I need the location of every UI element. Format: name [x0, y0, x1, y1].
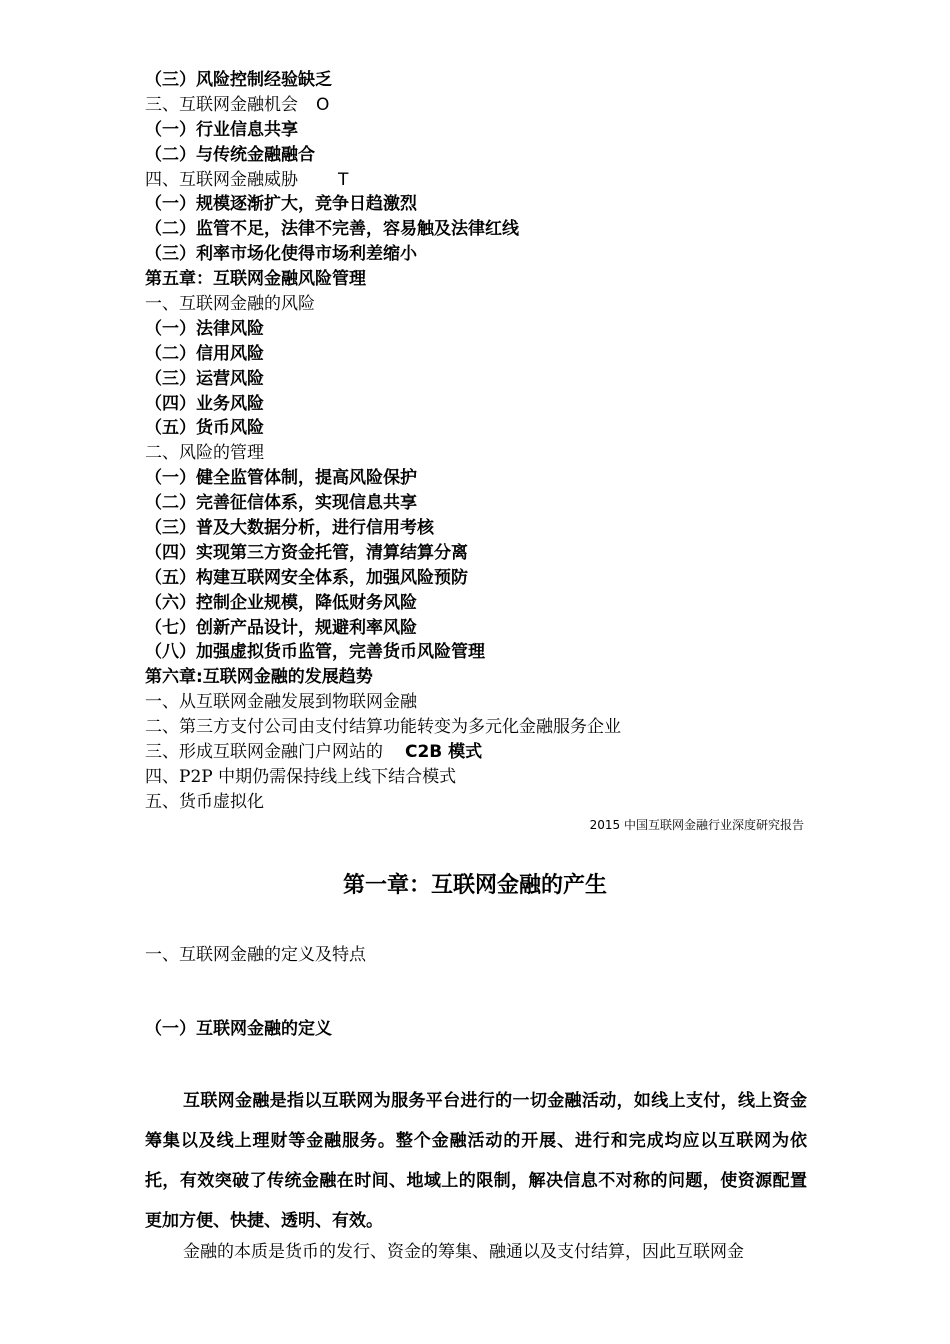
toc-line [145, 342, 815, 367]
toc-text: （一）行业信息共享 [145, 119, 298, 140]
toc-text: 二、风险的管理 [145, 443, 264, 464]
toc-text: （四）业务风险 [145, 393, 264, 414]
toc-text: 三、互联网金融机会 [145, 94, 298, 115]
toc-text: （一）规模逐渐扩大，竞争日趋激烈 [145, 194, 417, 215]
toc-suffix: O [316, 94, 330, 115]
toc-line [145, 491, 815, 516]
toc-text: （三）风险控制经验缺乏 [145, 70, 332, 90]
toc-text: （五）货币风险 [145, 418, 264, 439]
toc-line [145, 93, 815, 118]
toc-line [145, 168, 815, 193]
toc-line [145, 441, 815, 466]
toc-line [145, 392, 815, 417]
toc-text: （三）利率市场化使得市场利差缩小 [145, 244, 417, 265]
toc-line [145, 516, 815, 541]
toc-text: （一）健全监管体制，提高风险保护 [145, 468, 417, 489]
toc-line [145, 765, 815, 790]
toc-line [145, 665, 815, 690]
toc-text: 二、第三方支付公司由支付结算功能转变为多元化金融服务企业 [145, 717, 621, 738]
chapter-title: 第一章：互联网金融的产生 [342, 873, 607, 898]
toc-line [145, 541, 815, 566]
body-paragraph: 金融的本质是货币的发行、资金的筹集、融通以及支付结算，因此互联网金 [183, 1242, 744, 1262]
toc-line [145, 367, 815, 392]
toc-suffix: C2B 模式 [405, 742, 483, 763]
toc-text: （五）构建互联网安全体系，加强风险预防 [145, 567, 468, 588]
toc-text: （六）控制企业规模，降低财务风险 [145, 592, 417, 613]
toc-line [145, 591, 815, 616]
toc-text: （三）普及大数据分析，进行信用考核 [145, 518, 434, 539]
toc-text: （二）信用风险 [145, 343, 264, 364]
toc-line [145, 143, 815, 168]
toc-text: （八）加强虚拟货币监管，完善货币风险管理 [145, 642, 485, 663]
toc-text: 第五章：互联网金融风险管理 [145, 269, 366, 290]
toc-line [145, 790, 815, 815]
toc-text: （三）运营风险 [145, 368, 264, 389]
toc-text: （七）创新产品设计，规避利率风险 [145, 617, 417, 638]
toc-suffix: T [338, 169, 349, 190]
toc-line [145, 566, 815, 591]
toc-line [145, 292, 815, 317]
toc-line [145, 466, 815, 491]
toc-text: 四、互联网金融威胁 [145, 169, 298, 190]
toc-text: 三、形成互联网金融门户网站的 [145, 742, 383, 763]
toc-line [145, 416, 815, 441]
toc-text: （四）实现第三方资金托管，清算结算分离 [145, 542, 468, 563]
toc-line [145, 68, 815, 93]
toc-line [145, 118, 815, 143]
running-header: 2015 中国互联网金融行业深度研究报告 [589, 818, 804, 832]
toc-text: （二）完善征信体系，实现信息共享 [145, 493, 417, 514]
toc-line [145, 740, 815, 765]
toc-text: 一、互联网金融的风险 [145, 294, 315, 315]
sub-heading: （一）互联网金融的定义 [145, 1019, 332, 1039]
body-paragraph: 互联网金融是指以互联网为服务平台进行的一切金融活动，如线上支付，线上资金筹集以及线上理财等金融服务。整个金融活动的开展、进行和完成均应以互联网为依托，有效突破了传统金融在时间、地域上的限制，解决信息不对称的问题，使资源配置更加方便、快捷、透明、有效。 [145, 1091, 807, 1231]
toc-line [145, 640, 815, 665]
toc-line [145, 715, 815, 740]
toc-text: 四、P2P 中期仍需保持线上线下结合模式 [145, 766, 457, 787]
toc-text: 第六章:互联网金融的发展趋势 [145, 667, 373, 688]
section-heading: 一、互联网金融的定义及特点 [145, 945, 366, 965]
toc-line [145, 217, 815, 242]
toc-line [145, 616, 815, 641]
toc-text: （二）与传统金融融合 [145, 144, 315, 165]
toc-text: 五、货币虚拟化 [145, 791, 264, 812]
toc-line [145, 267, 815, 292]
toc-line [145, 242, 815, 267]
toc-line [145, 317, 815, 342]
toc-text: （一）法律风险 [145, 318, 264, 339]
toc-line [145, 192, 815, 217]
toc-text: 一、从互联网金融发展到物联网金融 [145, 692, 417, 713]
toc-text: （二）监管不足，法律不完善，容易触及法律红线 [145, 219, 519, 240]
table-of-contents [145, 68, 815, 815]
toc-line [145, 690, 815, 715]
